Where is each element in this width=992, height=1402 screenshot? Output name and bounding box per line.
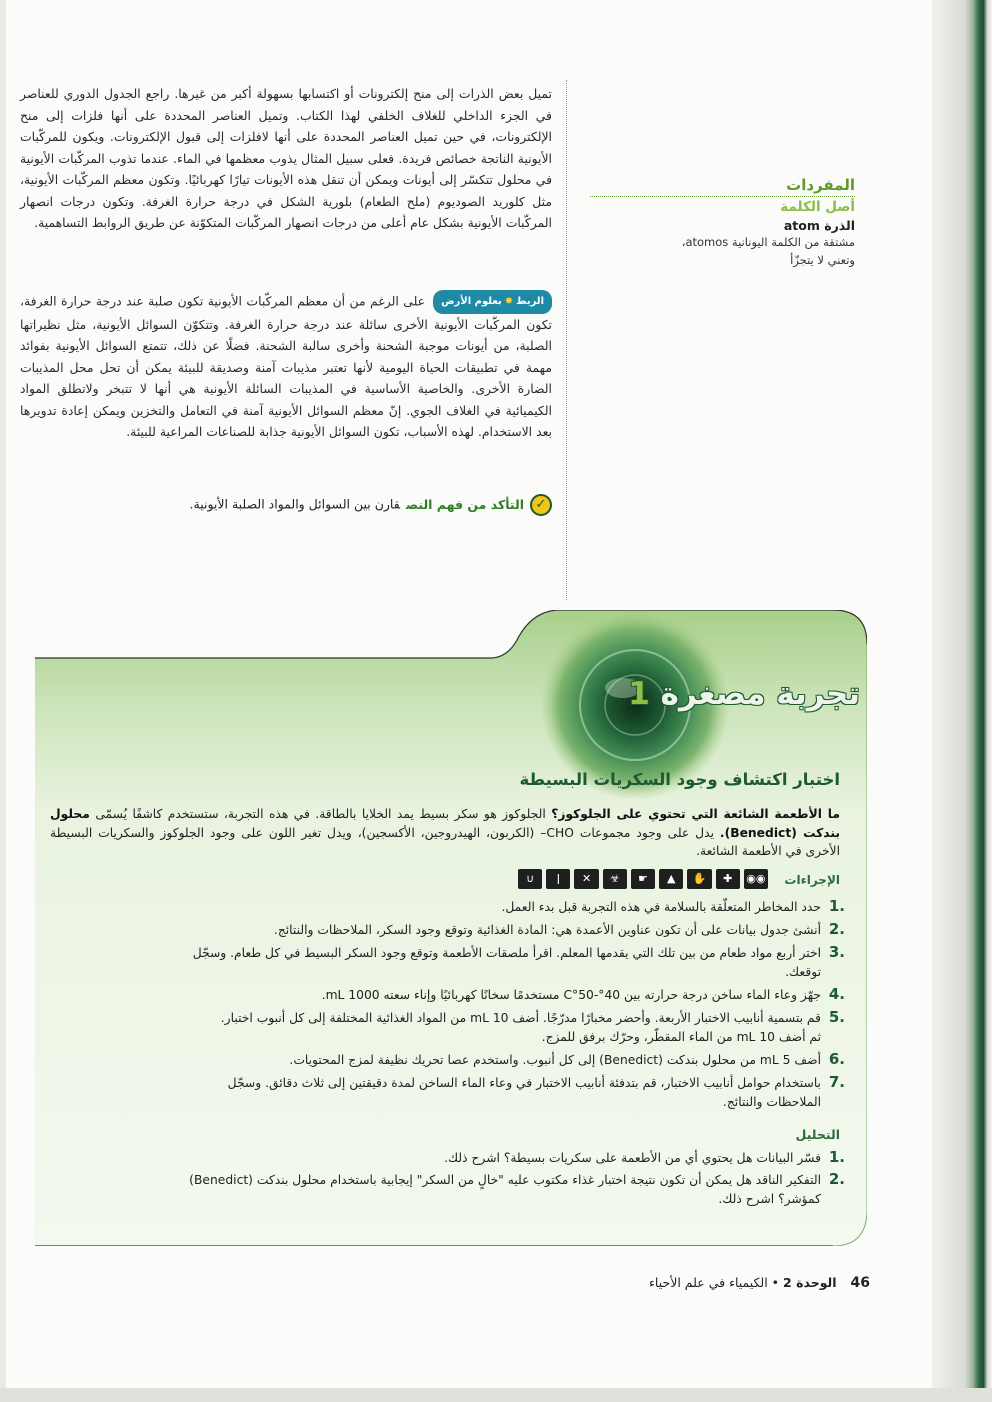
- main-paragraph-1: [20, 83, 552, 234]
- glassware-icon: ∪: [518, 869, 542, 889]
- unit-label: الوحدة 2: [783, 1275, 837, 1290]
- step-text: أنشئ جدول بيانات على أن تكون عناوين الأعمدة هي: المادة الغذائية وتوقع وجود السكر، الملاحظات والنتائج.: [273, 923, 821, 937]
- reading-check-label: التأكد من فهم النص: [406, 496, 524, 512]
- step-number: .7: [828, 1073, 845, 1091]
- scan-bottom-edge: [0, 1388, 992, 1402]
- vocabulary-box: [590, 176, 855, 269]
- step-text: اختر أربع مواد طعام من بين تلك التي يقدمها المعلم. اقرأ ملصقات الأطعمة وتوقع وجود السكر البسيط في كل طعام. وسجّل: [192, 946, 821, 960]
- hand-icon: ☛: [631, 869, 655, 889]
- mini-lab-subtitle: اختبار اكتشاف وجود السكريات البسيطة: [519, 770, 840, 789]
- procedure-step: [45, 897, 845, 917]
- vocabulary-term: الذرة atom: [783, 218, 855, 233]
- step-number: .6: [828, 1050, 845, 1068]
- vocabulary-heading: المفردات: [590, 176, 855, 197]
- step-number: .4: [828, 985, 845, 1003]
- flame-icon: ▲: [659, 869, 683, 889]
- reading-check: [100, 494, 552, 516]
- food-icon: ✕: [574, 869, 598, 889]
- step-continuation: ثم أضف 10 mL من الماء المقطّر، وحرّك برفق للمزج.: [541, 1030, 821, 1044]
- step-text: جهّز وعاء الماء ساخن درجة حرارته بين 40°-50°C مستخدمًا سخانًا كهربائيًا وإناء سعته 1000 mL.: [321, 988, 821, 1002]
- connection-badge: [433, 290, 552, 314]
- mini-lab-intro-a: الجلوكوز هو سكر بسيط يمد الخلايا بالطاقة. في هذه التجربة، ستستخدم كاشفًا يُسمّى: [95, 807, 546, 821]
- step-text: قم بتسمية أنابيب الاختبار الأربعة. وأحضر مخبارًا مدرّجًا. أضف 10 mL من المواد الغذائية المختلفة إلى كل أنبوب اختبار.: [220, 1011, 821, 1025]
- paragraph-text: على الرغم من أن معظم المركّبات الأيونية تكون صلبة عند درجة حرارة الغرفة، تكون المركّبات الأيونية الأخرى سائلة عند درجة حرارة الغرفة. وتتكوّن السوائل الأيونية، مثل نظيراتها الصلبة، من أيونات موجبة الشحنة وأخرى سالبة الشحنة. فضلًا عن ذلك، تتمتع السوائل الأيونية بفوائد مهمة في تطبيقات الحياة اليومية لأنها تعتبر مذيبات آمنة وصديقة للبيئة يمكن أن تحل محل المذيبات الضارة الأخرى. والخاصية الأساسية في المذيبات السائلة الأيونية هي أنها لا تتبخر ولاتطلق المواد الكيميائية في الغلاف الجوي. إنّ معظم السوائل الأيونية آمنة في التعامل والتخزين ويمكن إعادة تدويرها بعد الاستخدام. لهذه الأسباب، تكون السوائل الأيونية جذابة للصناعات المراعية للبيئة.: [20, 293, 552, 439]
- question-text: التفكير الناقد هل يمكن أن تكون نتيجة اختبار غذاء مكتوب عليه "خالٍ من السكر" إيجابية باستخدام محلول بندكت (Benedict): [189, 1173, 821, 1187]
- star-icon: ✸: [504, 296, 514, 307]
- analysis-question: [45, 1148, 845, 1168]
- scan-edge: [0, 0, 6, 1402]
- procedure-step: [45, 1050, 845, 1070]
- apron-icon: ✚: [716, 869, 740, 889]
- question-number: .2: [828, 1170, 845, 1188]
- main-paragraph-2: [20, 290, 552, 443]
- analysis-question: [45, 1170, 845, 1209]
- vocabulary-definition-line-2: وتعني لا يتجزّأ: [790, 253, 855, 267]
- step-text: أضف 5 mL من محلول بندكت (Benedict) إلى كل أنبوب. واستخدم عصا تحريك نظيفة لمزج المحتويات.: [289, 1053, 821, 1067]
- procedure-step: [45, 920, 845, 940]
- mini-lab-title: [560, 676, 860, 712]
- biohazard-icon: ☣: [603, 869, 627, 889]
- mini-lab-question: ما الأطعمة الشائعة التي تحتوي على الجلوكوز؟: [551, 807, 840, 821]
- unit-title: • الكيمياء في علم الأحياء: [649, 1275, 780, 1290]
- analysis-heading: التحليل: [795, 1127, 840, 1142]
- connection-badge-subject: بعلوم الأرض: [441, 296, 502, 307]
- goggles-icon: ◉◉: [744, 869, 768, 889]
- step-number: .1: [828, 897, 845, 915]
- mini-lab-title-text: تجربة مصغرة: [660, 676, 860, 712]
- connection-badge-label: الربط: [516, 296, 544, 307]
- reading-check-text: قارن بين السوائل والمواد الصلبة الأيونية.: [189, 496, 401, 512]
- step-number: .5: [828, 1008, 845, 1026]
- question-number: .1: [828, 1148, 845, 1166]
- mini-lab-intro-c: يدل على وجود مجموعات CHO– (الكربون، الهيدروجين، الأكسجين)، ويدل تغير اللون على وجود الجلوكوز والسكريات البسيطة الأخرى في الأطعمة الشائعة.: [50, 825, 840, 858]
- step-number: .3: [828, 943, 845, 961]
- mini-lab-intro: [50, 805, 840, 861]
- mini-lab-intro-b: محلول بندكت (Benedict).: [50, 807, 841, 840]
- step-continuation: توقعك.: [785, 965, 821, 979]
- word-origin-heading: أصل الكلمة: [780, 199, 855, 215]
- question-text: فسّر البيانات هل يحتوي أي من الأطعمة على سكريات بسيطة؟ اشرح ذلك.: [444, 1151, 821, 1165]
- book-spine: [932, 0, 992, 1402]
- procedure-heading: الإجراءات: [784, 873, 840, 887]
- step-text: باستخدام حوامل أنابيب الاختبار، قم بتدفئة أنابيب الاختبار في وعاء الماء الساخن لمدة دقيقتين إلى ثلاث دقائق. وسجّل: [227, 1076, 821, 1090]
- safety-icons: [518, 869, 768, 891]
- procedure-step: [45, 1008, 845, 1047]
- step-number: .2: [828, 920, 845, 938]
- step-continuation: الملاحظات والنتائج.: [722, 1095, 821, 1109]
- procedure-step: [45, 985, 845, 1005]
- page-footer: [600, 1275, 870, 1291]
- vocabulary-definition-line-1: مشتقة من الكلمة اليونانية atomos،: [681, 235, 855, 249]
- question-continuation: كمؤشر؟ اشرح ذلك.: [718, 1192, 821, 1206]
- checkmark-icon: ✓: [530, 494, 552, 516]
- procedure-step: [45, 943, 845, 982]
- column-divider: [566, 80, 567, 600]
- page-number: 46: [850, 1275, 870, 1291]
- step-text: حدد المخاطر المتعلّقة بالسلامة في هذه التجربة قبل بدء العمل.: [501, 900, 821, 914]
- procedure-steps: [45, 897, 845, 1115]
- analysis-questions: [45, 1148, 845, 1211]
- procedure-step: [45, 1073, 845, 1112]
- thermometer-icon: ǀ: [546, 869, 570, 889]
- paragraph-text: تميل بعض الذرات إلى منح إلكترونات أو اكتسابها بسهولة أكبر من غيرها. راجع الجدول الدوري للعناصر في الجزء الداخلي للغلاف الخلفي لهذا الكتاب. وتميل العناصر المحددة على أنها فلزات إلى منح الإلكترونات، في حين تميل العناصر المحددة على أنها لافلزات إلى قبول الإلكترونات. ويكون للمركّبات الأيونية الناتجة خصائص فريدة. فعلى سبيل المثال يذوب معظمها في الماء. عندما تذوب المركّبات الأيونية في محلول تتكسّر إلى أيونات ويمكن أن تنقل هذه الأيونات تيارًا كهربائيًا. وتكون معظم المركّبات الأيونية، مثل كلوريد الصوديوم (ملح الطعام) بلورية الشكل في درجة حرارة الغرفة. وتكون درجات انصهار المركّبات الأيونية بشكل عام أعلى من درجات انصهار المركّبات المتكوّنة عن طريق الروابط التساهمية.: [20, 86, 552, 230]
- mini-lab-number: 1: [628, 676, 650, 712]
- glove-icon: ✋: [687, 869, 711, 889]
